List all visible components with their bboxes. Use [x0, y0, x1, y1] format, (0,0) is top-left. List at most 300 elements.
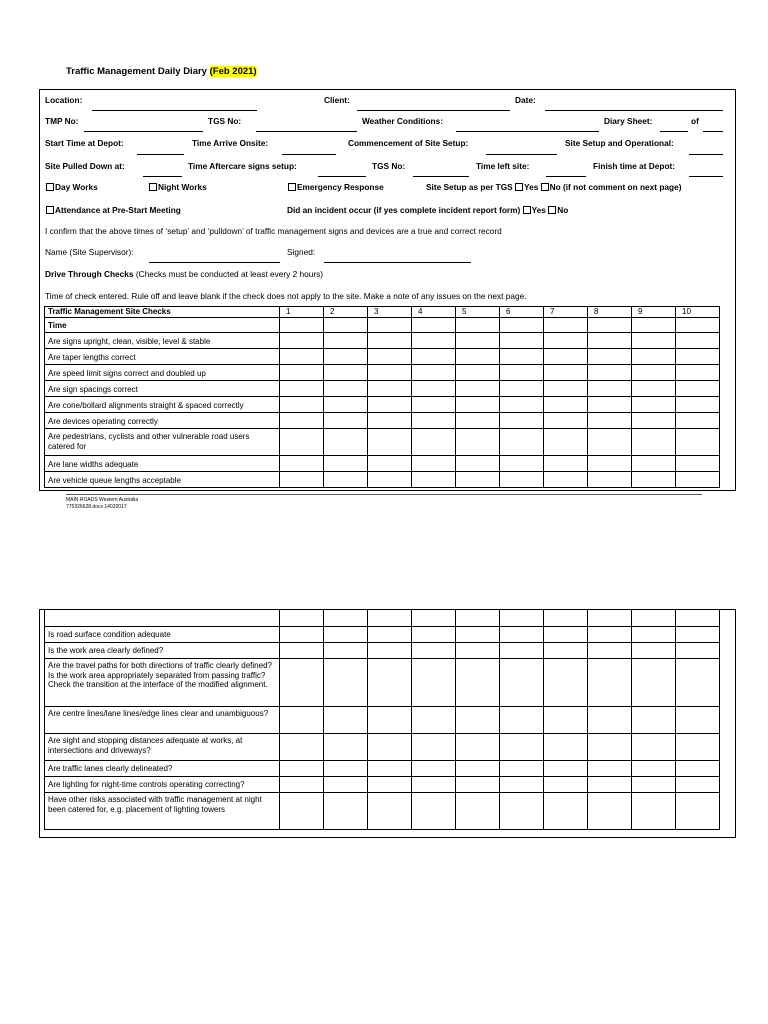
- cell-input[interactable]: [456, 777, 500, 793]
- cell-input[interactable]: [500, 456, 544, 472]
- cell-input[interactable]: [632, 777, 676, 793]
- table-header-label: Traffic Management Site Checks: [45, 307, 280, 318]
- table-row: [45, 456, 720, 472]
- cell-input[interactable]: [280, 456, 324, 472]
- table-row: [45, 627, 720, 643]
- cell-input[interactable]: [456, 349, 500, 365]
- table-row: [45, 413, 720, 429]
- cell-input[interactable]: [588, 333, 632, 349]
- column-header-2: 2: [324, 307, 368, 318]
- cell-input[interactable]: [500, 318, 544, 333]
- cell-input[interactable]: [500, 472, 544, 488]
- cell-input[interactable]: [280, 397, 324, 413]
- cell-input[interactable]: [280, 659, 324, 707]
- site-setup-tgs-question: [426, 182, 681, 192]
- cell-input[interactable]: [544, 610, 588, 627]
- attendance-checkbox[interactable]: [46, 206, 54, 214]
- cell-input[interactable]: [368, 429, 412, 456]
- cell-input[interactable]: [412, 793, 456, 830]
- cell-input[interactable]: [500, 365, 544, 381]
- start-time-label: Start Time at Depot:: [45, 138, 124, 148]
- cell-input[interactable]: [280, 318, 324, 333]
- check-label: Are cone/bollard alignments straight & spaced correctly: [45, 397, 280, 413]
- cell-input[interactable]: [676, 659, 720, 707]
- cell-input[interactable]: [632, 333, 676, 349]
- check-label: Are devices operating correctly: [45, 413, 280, 429]
- cell-input[interactable]: [632, 734, 676, 761]
- cell-input[interactable]: [368, 643, 412, 659]
- cell-input[interactable]: [324, 793, 368, 830]
- cell-input[interactable]: [456, 413, 500, 429]
- cell-input[interactable]: [544, 627, 588, 643]
- incident-no-checkbox[interactable]: [548, 206, 556, 214]
- check-label: Are sign spacings correct: [45, 381, 280, 397]
- check-label: Have other risks associated with traffic management at night been catered for, e.g. placement of lighting towers: [45, 793, 280, 830]
- table-row: [45, 333, 720, 349]
- cell-input[interactable]: [368, 761, 412, 777]
- cell-input[interactable]: [456, 707, 500, 734]
- cell-input[interactable]: [324, 472, 368, 488]
- cell-input[interactable]: [588, 659, 632, 707]
- day-works-option[interactable]: [46, 182, 98, 192]
- location-input[interactable]: [92, 110, 257, 111]
- name-supervisor-input[interactable]: [149, 262, 280, 263]
- table-row: [45, 793, 720, 830]
- site-checks-table: [44, 306, 720, 488]
- confirm-statement: I confirm that the above times of ‘setup’ and ‘pulldown’ of traffic management signs and devices are a true and correct record: [45, 226, 502, 236]
- incident-question: [287, 205, 568, 215]
- check-label: Are the travel paths for both directions of traffic clearly defined? Is the work area appropriately separated from passing traffic? Check the transition at the interface of the modified alignment.: [45, 659, 280, 707]
- cell-input[interactable]: [324, 627, 368, 643]
- page-title: [66, 66, 257, 77]
- cell-input[interactable]: [500, 627, 544, 643]
- attendance-option[interactable]: [46, 205, 181, 215]
- cell-input[interactable]: [544, 397, 588, 413]
- cell-input[interactable]: [632, 429, 676, 456]
- cell-input[interactable]: [588, 610, 632, 627]
- cell-input[interactable]: [324, 734, 368, 761]
- incident-label: Did an incident occur (if yes complete incident report form): [287, 205, 521, 215]
- column-header-3: 3: [368, 307, 412, 318]
- cell-input[interactable]: [412, 333, 456, 349]
- cell-input[interactable]: [676, 777, 720, 793]
- cell-input[interactable]: [588, 707, 632, 734]
- cell-input[interactable]: [588, 793, 632, 830]
- site-pulled-down-label: Site Pulled Down at:: [45, 161, 125, 171]
- table-row: [45, 659, 720, 707]
- check-label: Are sight and stopping distances adequate at works, at intersections and driveways?: [45, 734, 280, 761]
- cell-input[interactable]: [324, 643, 368, 659]
- cell-input[interactable]: [632, 707, 676, 734]
- diary-sheet-label: Diary Sheet:: [604, 116, 653, 126]
- cell-input[interactable]: [280, 381, 324, 397]
- footer-org: MAIN ROADS Western Australia: [66, 497, 139, 503]
- cell-input[interactable]: [456, 456, 500, 472]
- cell-input[interactable]: [676, 365, 720, 381]
- cell-input[interactable]: [412, 777, 456, 793]
- cell-input[interactable]: [412, 318, 456, 333]
- site-setup-no-label: No (if not comment on next page): [549, 182, 682, 192]
- start-time-input[interactable]: [137, 154, 184, 155]
- cell-input[interactable]: [412, 365, 456, 381]
- cell-input[interactable]: [456, 627, 500, 643]
- cell-input[interactable]: [544, 349, 588, 365]
- cell-input[interactable]: [368, 318, 412, 333]
- date-input[interactable]: [545, 110, 723, 111]
- check-label: Is road surface condition adequate: [45, 627, 280, 643]
- cell-input[interactable]: [632, 643, 676, 659]
- cell-input[interactable]: [280, 413, 324, 429]
- table-row: [45, 472, 720, 488]
- table-row: [45, 761, 720, 777]
- cell-input[interactable]: [456, 793, 500, 830]
- cell-input[interactable]: [588, 381, 632, 397]
- cell-input[interactable]: [368, 627, 412, 643]
- column-header-6: 6: [500, 307, 544, 318]
- cell-input[interactable]: [500, 659, 544, 707]
- cell-input[interactable]: [368, 333, 412, 349]
- cell-input[interactable]: [412, 707, 456, 734]
- cell-input[interactable]: [544, 643, 588, 659]
- cell-input[interactable]: [544, 793, 588, 830]
- diary-sheet-total-input[interactable]: [703, 131, 723, 132]
- cell-input[interactable]: [324, 365, 368, 381]
- cell-input[interactable]: [412, 381, 456, 397]
- cell-input[interactable]: [412, 472, 456, 488]
- cell-input[interactable]: [632, 318, 676, 333]
- cell-input[interactable]: [280, 627, 324, 643]
- cell-input[interactable]: [368, 397, 412, 413]
- cell-input[interactable]: [368, 381, 412, 397]
- cell-input[interactable]: [280, 734, 324, 761]
- cell-input[interactable]: [588, 472, 632, 488]
- site-checks-table-continued: [44, 609, 720, 830]
- check-label: Are vehicle queue lengths acceptable: [45, 472, 280, 488]
- cell-input[interactable]: [500, 397, 544, 413]
- cell-input[interactable]: [632, 365, 676, 381]
- cell-input[interactable]: [280, 365, 324, 381]
- cell-input[interactable]: [500, 413, 544, 429]
- cell-input[interactable]: [500, 734, 544, 761]
- cell-input[interactable]: [324, 429, 368, 456]
- cell-input[interactable]: [500, 349, 544, 365]
- cell-input[interactable]: [588, 627, 632, 643]
- cell-input[interactable]: [456, 429, 500, 456]
- time-aftercare-input[interactable]: [318, 176, 366, 177]
- column-header-7: 7: [544, 307, 588, 318]
- cell-input[interactable]: [676, 643, 720, 659]
- night-works-option[interactable]: [149, 182, 207, 192]
- time-left-site-input[interactable]: [546, 176, 586, 177]
- cell-input[interactable]: [588, 761, 632, 777]
- check-label: Is the work area clearly defined?: [45, 643, 280, 659]
- tmp-no-input[interactable]: [84, 131, 203, 132]
- cell-input[interactable]: [324, 318, 368, 333]
- cell-input[interactable]: [412, 761, 456, 777]
- cell-input[interactable]: [544, 761, 588, 777]
- cell-input[interactable]: [412, 397, 456, 413]
- attendance-label: Attendance at Pre-Start Meeting: [55, 205, 181, 215]
- cell-input[interactable]: [544, 456, 588, 472]
- weather-input[interactable]: [456, 131, 599, 132]
- incident-yes-checkbox[interactable]: [523, 206, 531, 214]
- emergency-label: Emergency Response: [297, 182, 384, 192]
- cell-input[interactable]: [368, 777, 412, 793]
- signed-label: Signed:: [287, 247, 316, 257]
- cell-input[interactable]: [500, 643, 544, 659]
- cell-input[interactable]: [324, 397, 368, 413]
- cell-input[interactable]: [544, 318, 588, 333]
- cell-input[interactable]: [632, 793, 676, 830]
- cell-input[interactable]: [544, 472, 588, 488]
- incident-no-label: No: [557, 205, 569, 215]
- footer-doc-id: 775326628.docx 14032017: [66, 504, 127, 510]
- cell-input[interactable]: [588, 734, 632, 761]
- cell-input[interactable]: [456, 734, 500, 761]
- cell-input[interactable]: [588, 429, 632, 456]
- cell-input[interactable]: [588, 456, 632, 472]
- commencement-label: Commencement of Site Setup:: [348, 138, 469, 148]
- column-header-8: 8: [588, 307, 632, 318]
- cell-input[interactable]: [544, 777, 588, 793]
- cell-input[interactable]: [676, 761, 720, 777]
- cell-input[interactable]: [456, 659, 500, 707]
- cell-input[interactable]: [368, 707, 412, 734]
- cell-input[interactable]: [588, 777, 632, 793]
- table-row: [45, 397, 720, 413]
- emergency-option[interactable]: [288, 182, 384, 192]
- cell-input[interactable]: [676, 734, 720, 761]
- check-label: Are speed limit signs correct and doubled up: [45, 365, 280, 381]
- site-setup-no-checkbox[interactable]: [541, 183, 549, 191]
- cell-input[interactable]: [632, 349, 676, 365]
- table-row: [45, 734, 720, 761]
- cell-input[interactable]: [368, 734, 412, 761]
- site-pulled-down-input[interactable]: [143, 176, 182, 177]
- cell-input[interactable]: [632, 381, 676, 397]
- cell-input[interactable]: [500, 429, 544, 456]
- cell-input[interactable]: [456, 761, 500, 777]
- cell-input[interactable]: [324, 777, 368, 793]
- cell-input[interactable]: [412, 659, 456, 707]
- cell-input[interactable]: [368, 349, 412, 365]
- time-arrive-input[interactable]: [282, 154, 336, 155]
- cell-input[interactable]: [676, 381, 720, 397]
- cell-input[interactable]: [676, 397, 720, 413]
- cell-input[interactable]: [544, 707, 588, 734]
- tgs-no-input[interactable]: [256, 131, 357, 132]
- incident-yes-label: Yes: [531, 205, 546, 215]
- cell-input[interactable]: [500, 381, 544, 397]
- cell-input[interactable]: [632, 659, 676, 707]
- cell-input[interactable]: [368, 456, 412, 472]
- cell-input[interactable]: [544, 381, 588, 397]
- cell-input[interactable]: [280, 761, 324, 777]
- table-row: [45, 610, 720, 627]
- cell-input[interactable]: [412, 734, 456, 761]
- cell-input[interactable]: [456, 381, 500, 397]
- cell-input[interactable]: [280, 349, 324, 365]
- signed-input[interactable]: [324, 262, 471, 263]
- cell-input[interactable]: [500, 793, 544, 830]
- location-label: Location:: [45, 95, 83, 105]
- table-row: [45, 777, 720, 793]
- check-label: Are traffic lanes clearly delineated?: [45, 761, 280, 777]
- title-main: Traffic Management Daily Diary: [66, 66, 210, 77]
- cell-input[interactable]: [368, 413, 412, 429]
- drive-through-heading: [45, 269, 323, 279]
- cell-input[interactable]: [368, 659, 412, 707]
- time-aftercare-label: Time Aftercare signs setup:: [188, 161, 297, 171]
- cell-input[interactable]: [456, 333, 500, 349]
- time-left-site-label: Time left site:: [476, 161, 530, 171]
- night-works-label: Night Works: [158, 182, 207, 192]
- column-header-1: 1: [280, 307, 324, 318]
- cell-input[interactable]: [588, 365, 632, 381]
- cell-input[interactable]: [456, 365, 500, 381]
- check-label: Are taper lengths correct: [45, 349, 280, 365]
- cell-input[interactable]: [544, 734, 588, 761]
- site-setup-tgs-label: Site Setup as per TGS: [426, 182, 513, 192]
- cell-input[interactable]: [544, 659, 588, 707]
- time-arrive-label: Time Arrive Onsite:: [192, 138, 269, 148]
- day-works-checkbox[interactable]: [46, 183, 54, 191]
- cell-input[interactable]: [412, 349, 456, 365]
- site-setup-operational-label: Site Setup and Operational:: [565, 138, 674, 148]
- drive-through-title: Drive Through Checks: [45, 269, 134, 279]
- cell-input[interactable]: [676, 793, 720, 830]
- diary-sheet-of-label: of: [691, 116, 699, 126]
- cell-input[interactable]: [280, 333, 324, 349]
- diary-sheet-input[interactable]: [660, 131, 688, 132]
- cell-input[interactable]: [588, 397, 632, 413]
- cell-input[interactable]: [676, 413, 720, 429]
- cell-input[interactable]: [676, 610, 720, 627]
- cell-input[interactable]: [676, 333, 720, 349]
- cell-input[interactable]: [544, 333, 588, 349]
- cell-input[interactable]: [632, 456, 676, 472]
- cell-input[interactable]: [676, 456, 720, 472]
- date-label: Date:: [515, 95, 536, 105]
- cell-input[interactable]: [588, 643, 632, 659]
- check-label: Are signs upright, clean, visible, level & stable: [45, 333, 280, 349]
- cell-input[interactable]: [280, 610, 324, 627]
- cell-input[interactable]: [324, 707, 368, 734]
- cell-input[interactable]: [280, 472, 324, 488]
- footer-rule: [66, 494, 702, 495]
- cell-input[interactable]: [324, 413, 368, 429]
- cell-input[interactable]: [324, 761, 368, 777]
- cell-input[interactable]: [412, 610, 456, 627]
- cell-input[interactable]: [500, 777, 544, 793]
- cell-input[interactable]: [280, 643, 324, 659]
- cell-input[interactable]: [676, 707, 720, 734]
- cell-input[interactable]: [544, 365, 588, 381]
- cell-input[interactable]: [500, 761, 544, 777]
- cell-input[interactable]: [324, 333, 368, 349]
- check-label: Are lighting for night-time controls operating correcting?: [45, 777, 280, 793]
- cell-input[interactable]: [456, 472, 500, 488]
- cell-input[interactable]: [412, 627, 456, 643]
- site-setup-yes-label: Yes: [524, 182, 539, 192]
- check-label: Are lane widths adequate: [45, 456, 280, 472]
- time-row-label: Time: [45, 318, 280, 333]
- cell-input[interactable]: [500, 610, 544, 627]
- cell-input[interactable]: [368, 472, 412, 488]
- cell-input[interactable]: [676, 318, 720, 333]
- commencement-input[interactable]: [486, 154, 557, 155]
- cell-input[interactable]: [280, 707, 324, 734]
- cell-input[interactable]: [632, 397, 676, 413]
- cell-input[interactable]: [280, 793, 324, 830]
- finish-time-input[interactable]: [689, 176, 723, 177]
- tgs-no-label: TGS No:: [208, 116, 242, 126]
- cell-input[interactable]: [632, 413, 676, 429]
- cell-input[interactable]: [544, 429, 588, 456]
- night-works-checkbox[interactable]: [149, 183, 157, 191]
- cell-input[interactable]: [676, 429, 720, 456]
- cell-input[interactable]: [676, 627, 720, 643]
- finish-time-label: Finish time at Depot:: [593, 161, 676, 171]
- cell-input[interactable]: [676, 349, 720, 365]
- tmp-no-label: TMP No:: [45, 116, 79, 126]
- column-header-4: 4: [412, 307, 456, 318]
- cell-input[interactable]: [632, 472, 676, 488]
- check-label: [45, 610, 280, 627]
- client-input[interactable]: [357, 110, 510, 111]
- tgs-no-2-input[interactable]: [413, 176, 469, 177]
- cell-input[interactable]: [324, 349, 368, 365]
- cell-input[interactable]: [412, 643, 456, 659]
- cell-input[interactable]: [676, 472, 720, 488]
- cell-input[interactable]: [456, 318, 500, 333]
- cell-input[interactable]: [456, 643, 500, 659]
- cell-input[interactable]: [368, 610, 412, 627]
- cell-input[interactable]: [544, 413, 588, 429]
- cell-input[interactable]: [412, 429, 456, 456]
- cell-input[interactable]: [500, 707, 544, 734]
- emergency-checkbox[interactable]: [288, 183, 296, 191]
- site-setup-yes-checkbox[interactable]: [515, 183, 523, 191]
- table-row: [45, 707, 720, 734]
- cell-input[interactable]: [324, 381, 368, 397]
- cell-input[interactable]: [324, 610, 368, 627]
- check-label: Are centre lines/lane lines/edge lines clear and unambiguous?: [45, 707, 280, 734]
- table-row-time: [45, 318, 720, 333]
- cell-input[interactable]: [632, 761, 676, 777]
- cell-input[interactable]: [632, 627, 676, 643]
- cell-input[interactable]: [324, 456, 368, 472]
- cell-input[interactable]: [588, 318, 632, 333]
- cell-input[interactable]: [456, 397, 500, 413]
- tgs-no-2-label: TGS No:: [372, 161, 406, 171]
- cell-input[interactable]: [588, 413, 632, 429]
- cell-input[interactable]: [368, 793, 412, 830]
- table-row: [45, 349, 720, 365]
- cell-input[interactable]: [412, 456, 456, 472]
- cell-input[interactable]: [500, 333, 544, 349]
- cell-input[interactable]: [324, 659, 368, 707]
- cell-input[interactable]: [456, 610, 500, 627]
- cell-input[interactable]: [412, 413, 456, 429]
- check-label: Are pedestrians, cyclists and other vulnerable road users catered for: [45, 429, 280, 456]
- site-setup-operational-input[interactable]: [689, 154, 723, 155]
- cell-input[interactable]: [368, 365, 412, 381]
- cell-input[interactable]: [280, 429, 324, 456]
- cell-input[interactable]: [632, 610, 676, 627]
- cell-input[interactable]: [280, 777, 324, 793]
- cell-input[interactable]: [588, 349, 632, 365]
